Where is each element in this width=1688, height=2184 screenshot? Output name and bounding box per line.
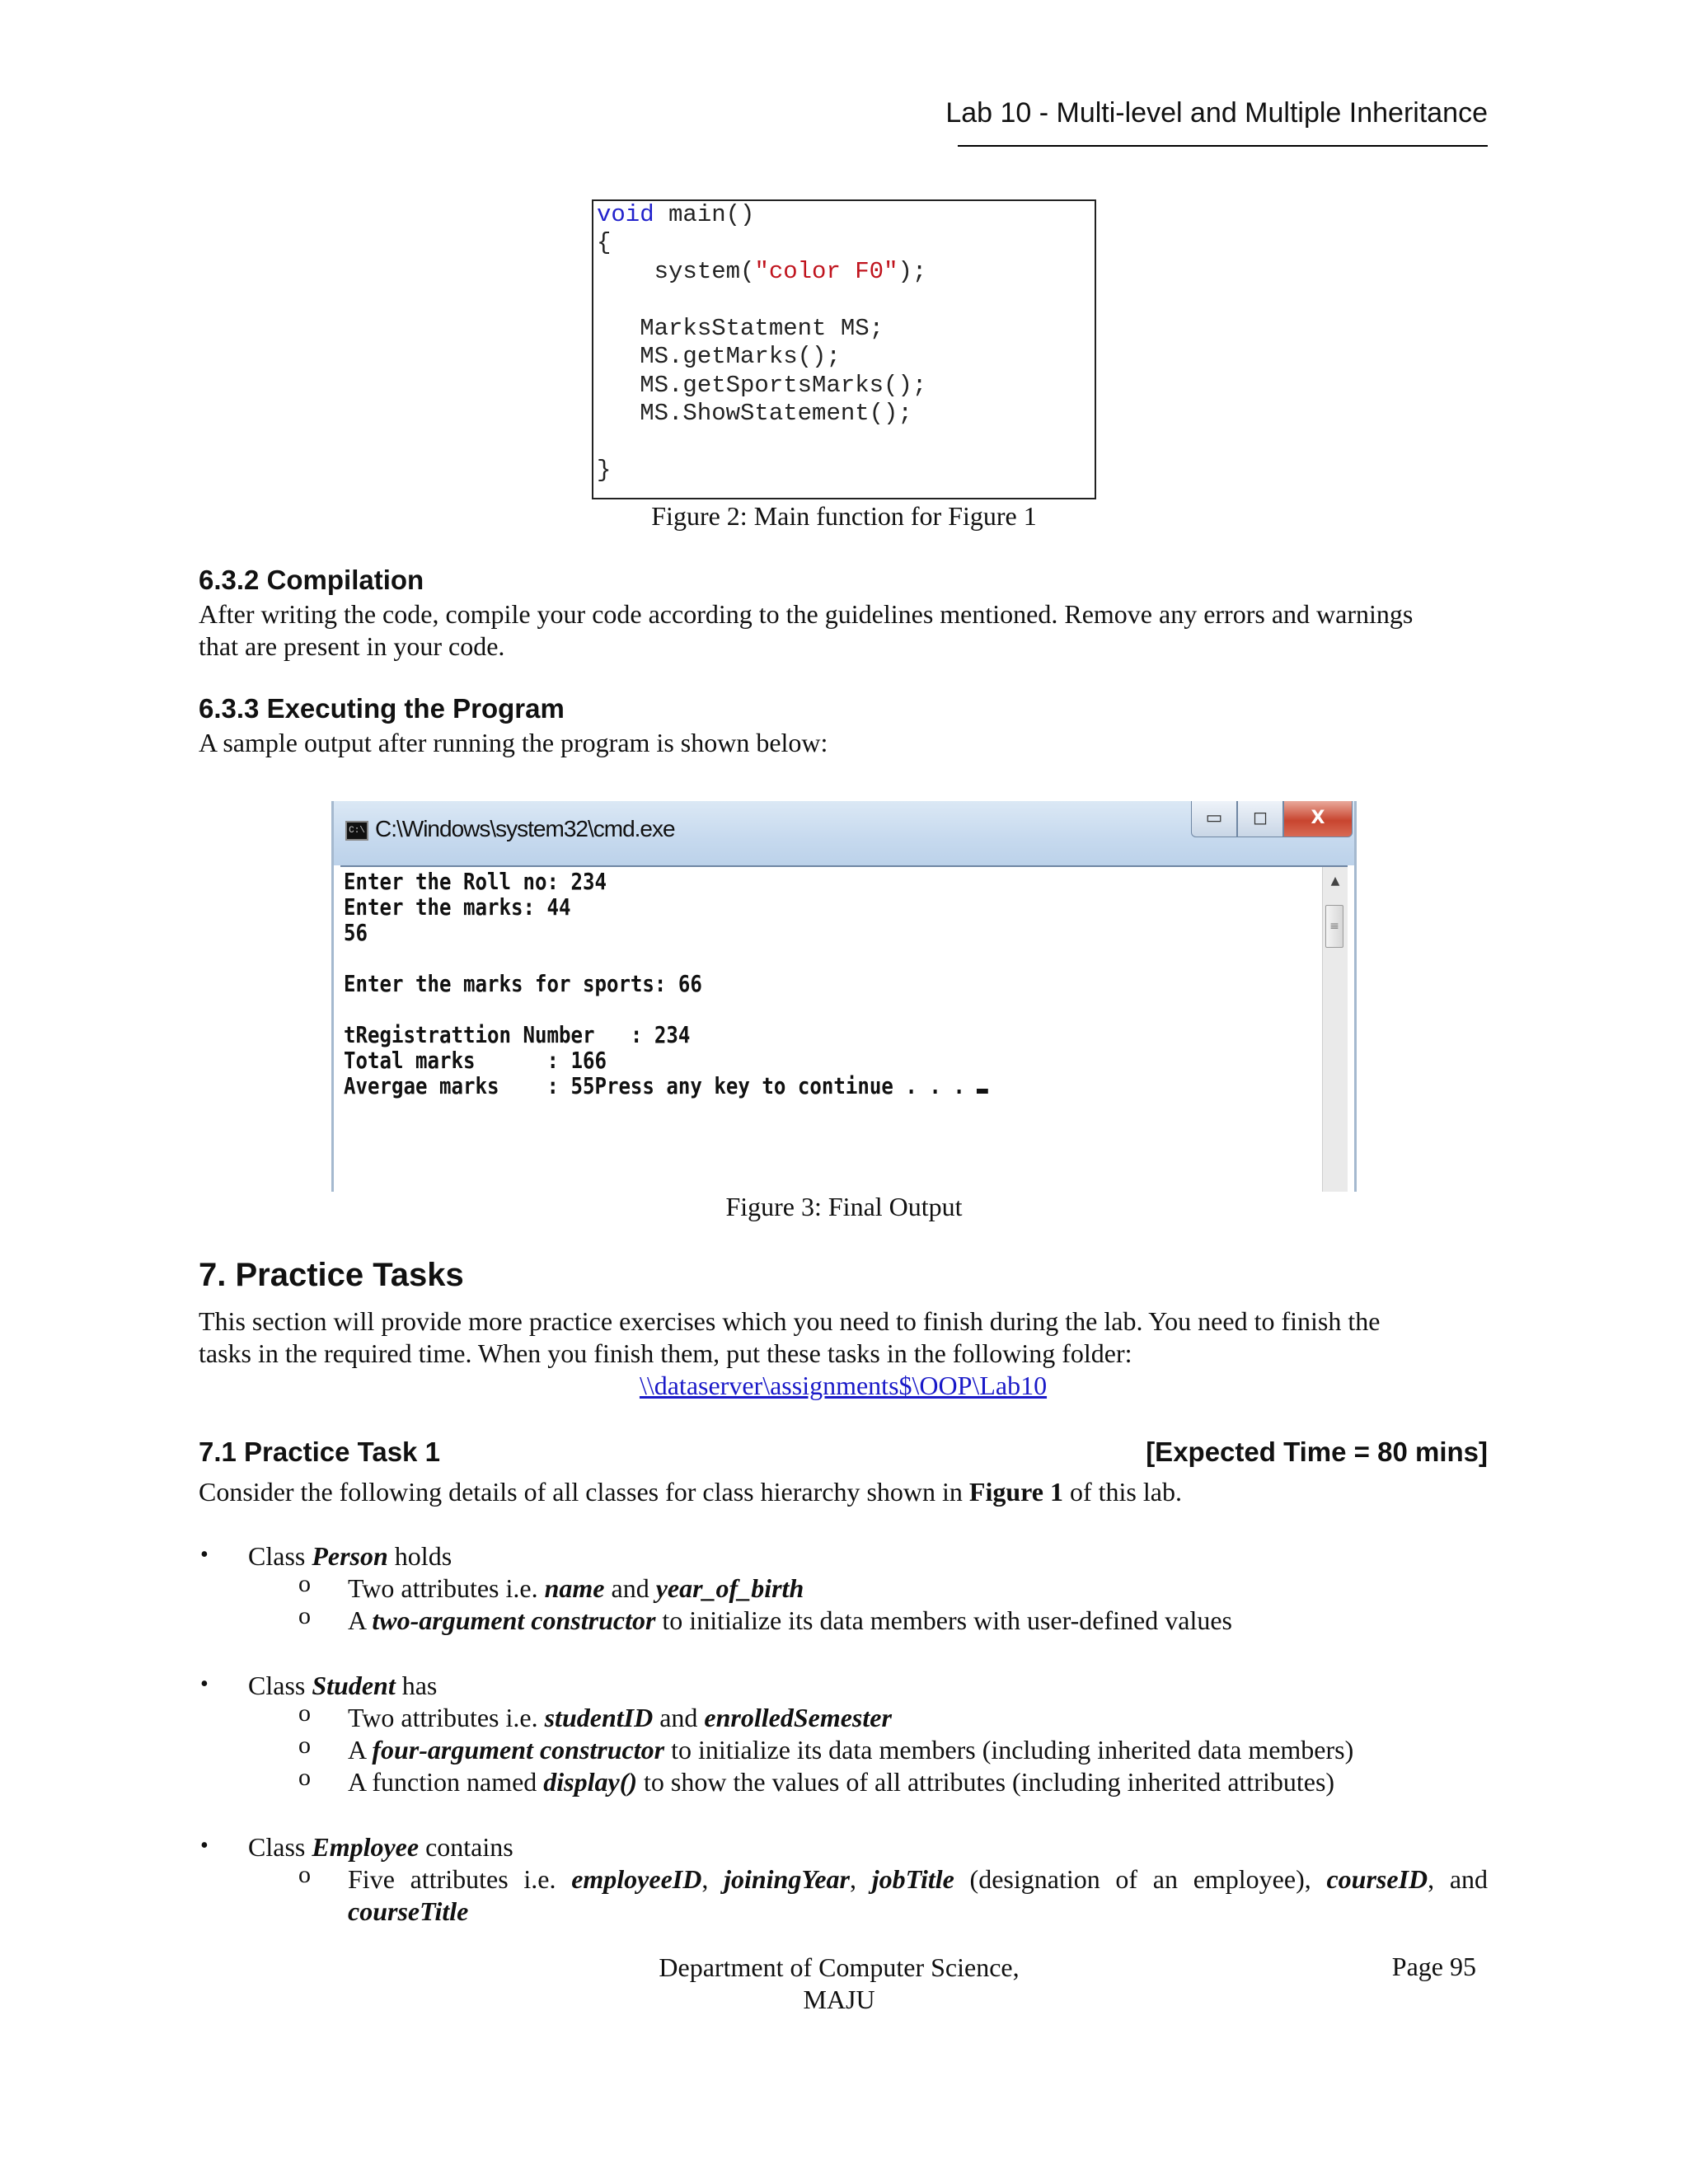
task-intro: Consider the following details of all classes for class hierarchy shown in Figure 1 of this lab. [199, 1477, 1182, 1507]
practice-tasks-paragraph: This section will provide more practice exercises which you need to finish during the lab. You need to finish the tasks in the required time. When you finish them, put these tasks in the following folder: [199, 1306, 1381, 1368]
sub-bullet-icon: o [298, 1764, 311, 1791]
code-line: { [597, 229, 612, 256]
cmd-titlebar [334, 801, 1354, 865]
sub-bullet-icon: o [298, 1861, 311, 1888]
compilation-paragraph: After writing the code, compile your code according to the guidelines mentioned. Remove any errors and warnings that are present in your code. [199, 599, 1414, 661]
class-student-attributes: Two attributes i.e. studentID and enrolledSemester [348, 1703, 892, 1732]
footer-department: Department of Computer Science, MAJU [659, 1952, 1020, 2014]
minimize-button[interactable]: ▭ [1191, 801, 1237, 837]
cmd-client-area[interactable] [340, 865, 1348, 1192]
scrollbar-thumb[interactable]: ≡ [1325, 905, 1343, 948]
bullet-icon: • [200, 1833, 209, 1858]
code-figure [592, 199, 1096, 499]
class-employee-attributes: Five attributes i.e. employeeID, joiningYear, jobTitle (designation of an employee), courseID, and [348, 1864, 1489, 1894]
section-heading-compilation: 6.3.2 Compilation [199, 565, 424, 595]
close-button[interactable]: X [1283, 801, 1353, 837]
running-header: Lab 10 - Multi-level and Multiple Inheritance [945, 97, 1488, 129]
class-student-line: Class Student has [248, 1671, 438, 1700]
code-line: MS.ShowStatement(); [597, 400, 912, 427]
cmd-icon: C:\ [345, 821, 368, 841]
code-line: system("color F0"); [597, 258, 927, 285]
cmd-title: C:\Windows\system32\cmd.exe [375, 816, 675, 841]
class-employee-attributes-cont: courseTitle [348, 1896, 469, 1926]
cmd-window-screenshot [331, 801, 1357, 1192]
folder-link-line [199, 1370, 1488, 1402]
code-line: MarksStatment MS; [597, 315, 884, 342]
scroll-up-arrow-icon[interactable]: ▲ [1330, 874, 1340, 888]
section-heading-practice-tasks: 7. Practice Tasks [199, 1257, 464, 1293]
sub-bullet-icon: o [298, 1602, 311, 1629]
vertical-scrollbar[interactable] [1322, 867, 1348, 1192]
code-line: MS.getSportsMarks(); [597, 372, 927, 399]
cmd-output: Enter the Roll no: 234 Enter the marks: 44 56 Enter the marks for sports: 66 tRegistrattion Number : 234 Total marks : 166 Avergae marks : 55Press any key to continue . . . [344, 869, 988, 1099]
executing-paragraph: A sample output after running the program is shown below: [199, 728, 828, 757]
class-person-constructor: A two-argument constructor to initialize its data members with user-defined values [348, 1605, 1232, 1635]
sub-bullet-icon: o [298, 1699, 311, 1727]
class-person-line: Class Person holds [248, 1541, 452, 1571]
expected-time: [Expected Time = 80 mins] [1146, 1436, 1488, 1467]
sub-bullet-icon: o [298, 1732, 311, 1759]
sub-bullet-icon: o [298, 1570, 311, 1597]
figure-3-caption: Figure 3: Final Output [725, 1192, 963, 1221]
task-heading: 7.1 Practice Task 1 [199, 1436, 440, 1467]
class-employee-line: Class Employee contains [248, 1832, 513, 1862]
maximize-button[interactable]: ◻ [1237, 801, 1283, 837]
section-heading-executing: 6.3.3 Executing the Program [199, 693, 565, 724]
page-number: Page 95 [1391, 1952, 1476, 1981]
code-line: void main() [597, 201, 755, 228]
class-student-constructor: A four-argument constructor to initialize its data members (including inherited data members) [348, 1735, 1354, 1765]
class-student-display: A function named display() to show the values of all attributes (including inherited attributes) [348, 1767, 1335, 1797]
bullet-icon: • [200, 1671, 209, 1697]
bullet-icon: • [200, 1542, 209, 1568]
figure-2-caption: Figure 2: Main function for Figure 1 [651, 501, 1037, 531]
code-line: } [597, 457, 612, 484]
text-cursor [977, 1089, 988, 1094]
header-rule [958, 145, 1488, 147]
code-line: MS.getMarks(); [597, 343, 841, 370]
class-person-attributes: Two attributes i.e. name and year_of_birth [348, 1573, 804, 1603]
folder-link[interactable]: \\dataserver\assignments$\OOP\Lab10 [639, 1371, 1048, 1400]
